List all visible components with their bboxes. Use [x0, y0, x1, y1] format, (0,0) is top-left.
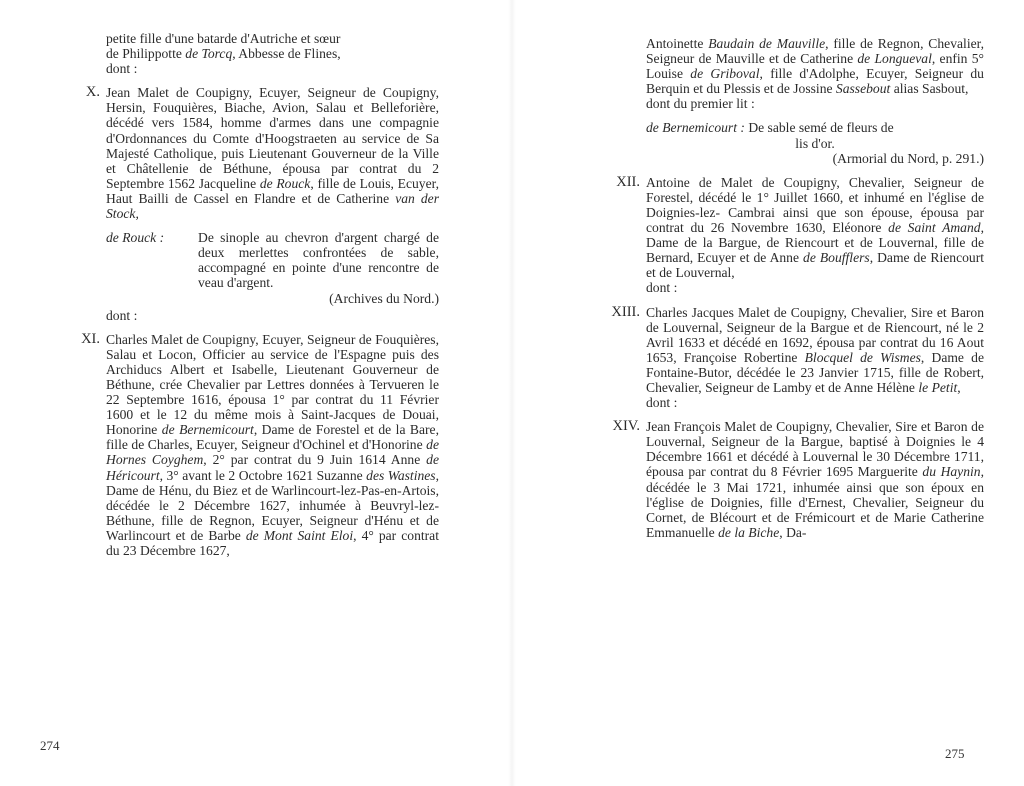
generation-numeral: XIV.	[612, 418, 640, 435]
left-text-column	[81, 31, 440, 558]
entry-text: Jean Malet de Coupigny, Ecuyer, Seigneur de Coupigny, Hersin, Fouquières, Biache, Avion, Salau et Belleforière, décédé vers 1584, homme d'armes dans une compagnie d'Ordonnances du Comte d'Hoogstraeten au service de Sa Majesté Catholique, puis Lieutenant Gouverneur de la Ville et Châtellenie de Béthune, épousa par contrat du 2 Septembre 1562 Jacqueline de Rouck, fille de Louis, Ecuyer, Haut Bailli de Cassel en Flandre et de Catherine van der Stock,	[106, 85, 440, 222]
arms-line-2: lis d'or.	[795, 135, 835, 151]
entry-x-dont: dont :	[106, 307, 138, 323]
entry-text: Charles Malet de Coupigny, Ecuyer, Seigneur de Fouquières, Salau et Locon, Officier au service de l'Espagne puis des Archiducs Albert et Isabelle, Lieutenant Gouverneur de Béthune, crée Chevalier par Lettres données à Tervueren le 22 Septembre 1616, épousa 1° par contrat du 11 Février 1600 et le 12 du même mois à Saint-Jacques de Douai, Honorine de Bernemicourt, Dame de Forestel et de la Bare, fille de Charles, Ecuyer, Seigneur d'Ochinel et d'Honorine de Hornes Coyghem, 2° par contrat du 9 Juin 1614 Anne de Héricourt, 3° avant le 2 Octobre 1621 Suzanne des Wastines, Dame de Hénu, du Biez et de Warlincourt-lez-Pas-en-Artois, décédée le 2 Décembre 1627, inhumée à Beuvryl-lez-Béthune, fille de Regnon, Ecuyer, Seigneur d'Hénu et de Warlincourt et de Barbe de Mont Saint Eloi, 4° par contrat du 23 Décembre 1627,	[106, 331, 440, 558]
right-text-column	[611, 36, 985, 540]
entry-xi	[81, 330, 440, 558]
arms-line-1: de Bernemicourt : De sable semé de fleurs de	[646, 120, 894, 136]
entry-dont: dont :	[646, 280, 678, 296]
arms-source: (Archives du Nord.)	[329, 290, 439, 306]
entry-text: Jean François Malet de Coupigny, Chevalier, Sire et Baron de Louvernal, Seigneur de la Bargue, baptisé à Doignies le 4 Décembre 1661 et décédé à Louvernal le 30 Décembre 1711, épousa par contrat du 8 Février 1695 Marguerite du Haynin, décédée le 3 Mai 1721, inhumée ainsi que son époux en l'église de Doignies, fille d'Ernest, Chevalier, Seigneur du Cornet, de Blécourt et de Frémicourt et de Marie Catherine Emmanuelle de la Biche, Da-	[646, 419, 984, 540]
entry-text: Charles Jacques Malet de Coupigny, Chevalier, Sire et Baron de Louvernal, Seigneur de la Bargue et de Riencourt, né le 2 Avril 1633 et décédé en 1692, épousa par contrat du 16 Aout 1653, Françoise Robertine Blocquel de Wismes, Dame de Fontaine-Butor, décédée le 23 Janvier 1715, fille de Robert, Chevalier, Seigneur de Lamby et de Anne Hélène le Petit,	[646, 304, 984, 395]
generation-numeral: XIII.	[611, 303, 640, 320]
page-number: 275	[945, 746, 965, 761]
entry-x	[85, 84, 440, 222]
coat-of-arms-de-rouck	[106, 230, 439, 305]
intro-line-2: de Philippotte de Torcq, Abbesse de Flines,	[106, 46, 341, 62]
generation-numeral: X.	[85, 84, 100, 101]
entry-xiii	[611, 303, 984, 411]
arms-description: De sinople au chevron d'argent chargé de deux merlettes confrontées de sable, accompagné en pointe d'une rencontre de veau d'argent.	[198, 230, 439, 291]
generation-numeral: XI.	[81, 330, 100, 347]
right-page	[512, 0, 1024, 786]
page-number: 274	[40, 738, 60, 753]
arms-name: de Bernemicourt :	[646, 120, 745, 136]
coat-of-arms-de-bernemicourt	[646, 120, 984, 165]
entry-xiv	[612, 418, 984, 540]
entry-dont: dont :	[646, 395, 678, 411]
entry-text: Antoine de Malet de Coupigny, Chevalier, Seigneur de Forestel, décédé le 1° Juillet 1660, et inhumé en l'église de Doignies-lez- Cambrai ainsi que son épouse, épousa par contrat du 26 Novembre 1630, Eléonore de Saint Amand, Dame de la Bargue, de Riencourt et de Louvernal, fille de Bernard, Ecuyer et de Anne de Boufflers, Dame de Riencourt et de Louvernal,	[646, 174, 984, 281]
arms-name: de Rouck :	[106, 230, 165, 246]
intro-dont: dont :	[106, 61, 138, 77]
continuation-text: Antoinette Baudain de Mauville, fille de Regnon, Chevalier, Seigneur de Mauville et de Catherine de Longueval, enfin 5° Louise de Griboval, fille d'Adolphe, Ecuyer, Seigneur du Berquin et du Plessis et de Jossine Sassebout alias Sasbout,	[646, 36, 985, 97]
intro-line-1: petite fille d'une batarde d'Autriche et sœur	[106, 31, 341, 46]
continuation-dont: dont du premier lit :	[646, 96, 755, 112]
generation-numeral: XII.	[616, 173, 640, 190]
arms-source: (Armorial du Nord, p. 291.)	[832, 150, 984, 166]
entry-xii	[616, 173, 984, 296]
